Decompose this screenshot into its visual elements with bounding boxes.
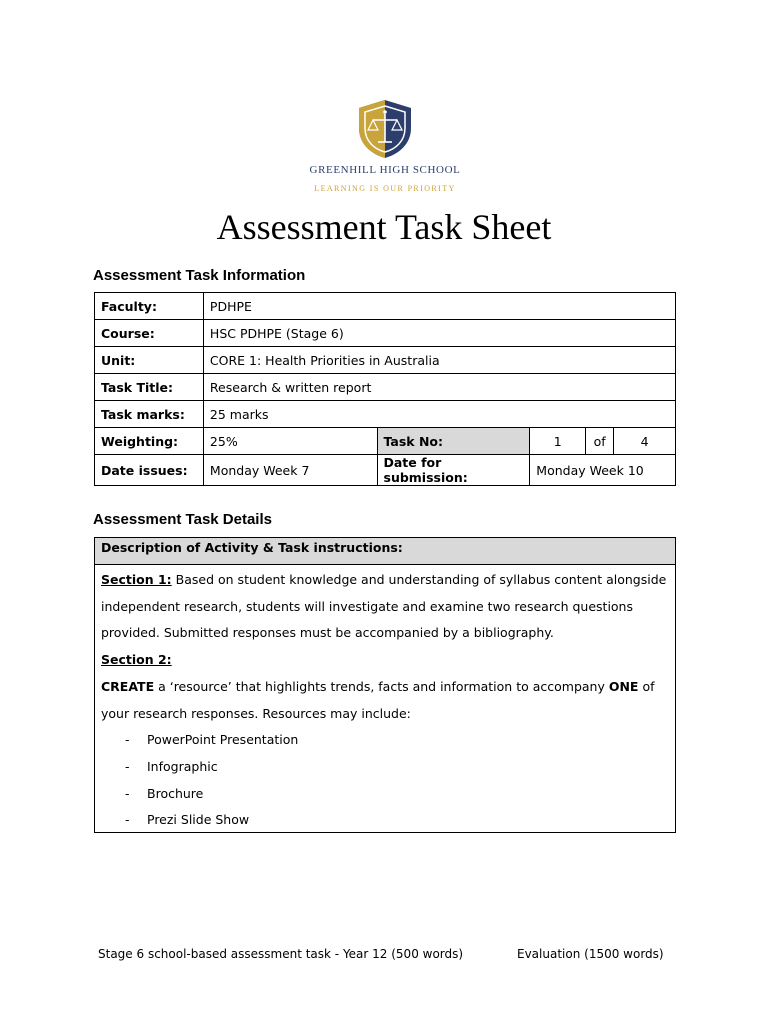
details-body bbox=[95, 565, 675, 834]
list-item: - Prezi Slide Show bbox=[101, 807, 669, 834]
task-title-label: Task Title: bbox=[95, 374, 204, 401]
table-row bbox=[95, 347, 676, 374]
one-word: ONE bbox=[608, 678, 639, 694]
section2-heading-line bbox=[101, 647, 669, 674]
unit-label: Unit: bbox=[95, 347, 204, 374]
info-heading: Assessment Task Information bbox=[93, 267, 306, 284]
section2-text-b: of your research responses. Resources may include: bbox=[101, 678, 655, 721]
details-box-header: Description of Activity & Task instructions: bbox=[95, 538, 675, 565]
date-issued-label: Date issues: bbox=[95, 455, 204, 486]
section1-paragraph bbox=[101, 567, 669, 647]
table-row bbox=[95, 320, 676, 347]
section2-label: Section 2: bbox=[101, 652, 172, 668]
weighting-label: Weighting: bbox=[95, 428, 204, 455]
course-label: Course: bbox=[95, 320, 204, 347]
table-row bbox=[95, 293, 676, 320]
table-row bbox=[95, 428, 676, 455]
task-info-table bbox=[94, 292, 676, 486]
scales-of-justice-shield-icon bbox=[355, 98, 415, 160]
task-marks-label: Task marks: bbox=[95, 401, 204, 428]
task-of-label: of bbox=[586, 428, 614, 455]
school-name: GREENHILL HIGH SCHOOL bbox=[309, 164, 461, 176]
table-row bbox=[95, 374, 676, 401]
weighting-value: 25% bbox=[203, 428, 377, 455]
list-item: - PowerPoint Presentation bbox=[101, 727, 669, 754]
course-value: HSC PDHPE (Stage 6) bbox=[203, 320, 675, 347]
task-no-label: Task No: bbox=[377, 428, 530, 455]
list-item: - Brochure bbox=[101, 781, 669, 808]
task-title-value: Research & written report bbox=[203, 374, 675, 401]
page-title: Assessment Task Sheet bbox=[216, 207, 552, 247]
task-marks-value: 25 marks bbox=[203, 401, 675, 428]
section2-paragraph bbox=[101, 674, 669, 727]
faculty-value: PDHPE bbox=[203, 293, 675, 320]
footer-left-text: Stage 6 school-based assessment task - Year 12 (500 words) bbox=[98, 947, 464, 961]
task-details-box bbox=[94, 537, 676, 833]
table-row bbox=[95, 455, 676, 486]
details-heading: Assessment Task Details bbox=[93, 511, 272, 528]
school-motto: LEARNING IS OUR PRIORITY bbox=[314, 184, 456, 193]
unit-value: CORE 1: Health Priorities in Australia bbox=[203, 347, 675, 374]
faculty-label: Faculty: bbox=[95, 293, 204, 320]
date-submission-label: Date for submission: bbox=[377, 455, 530, 486]
create-word: CREATE bbox=[101, 678, 155, 694]
school-logo bbox=[300, 98, 470, 208]
section1-text: Based on student knowledge and understanding of syllabus content alongside independent research, students will investigate and examine two research questions provided. Submitted responses must be accompanied by a bibliography. bbox=[101, 572, 667, 641]
list-item: - Infographic bbox=[101, 754, 669, 781]
footer-right-text: Evaluation (1500 words) bbox=[517, 947, 664, 961]
task-total-value: 4 bbox=[614, 428, 676, 455]
date-issued-value: Monday Week 7 bbox=[203, 455, 377, 486]
section2-text-a: a ‘resource’ that highlights trends, facts and information to accompany bbox=[154, 678, 609, 694]
section1-label: Section 1: bbox=[101, 572, 172, 587]
resource-list bbox=[101, 727, 669, 834]
table-row bbox=[95, 401, 676, 428]
task-no-value: 1 bbox=[530, 428, 586, 455]
date-submission-value: Monday Week 10 bbox=[530, 455, 676, 486]
